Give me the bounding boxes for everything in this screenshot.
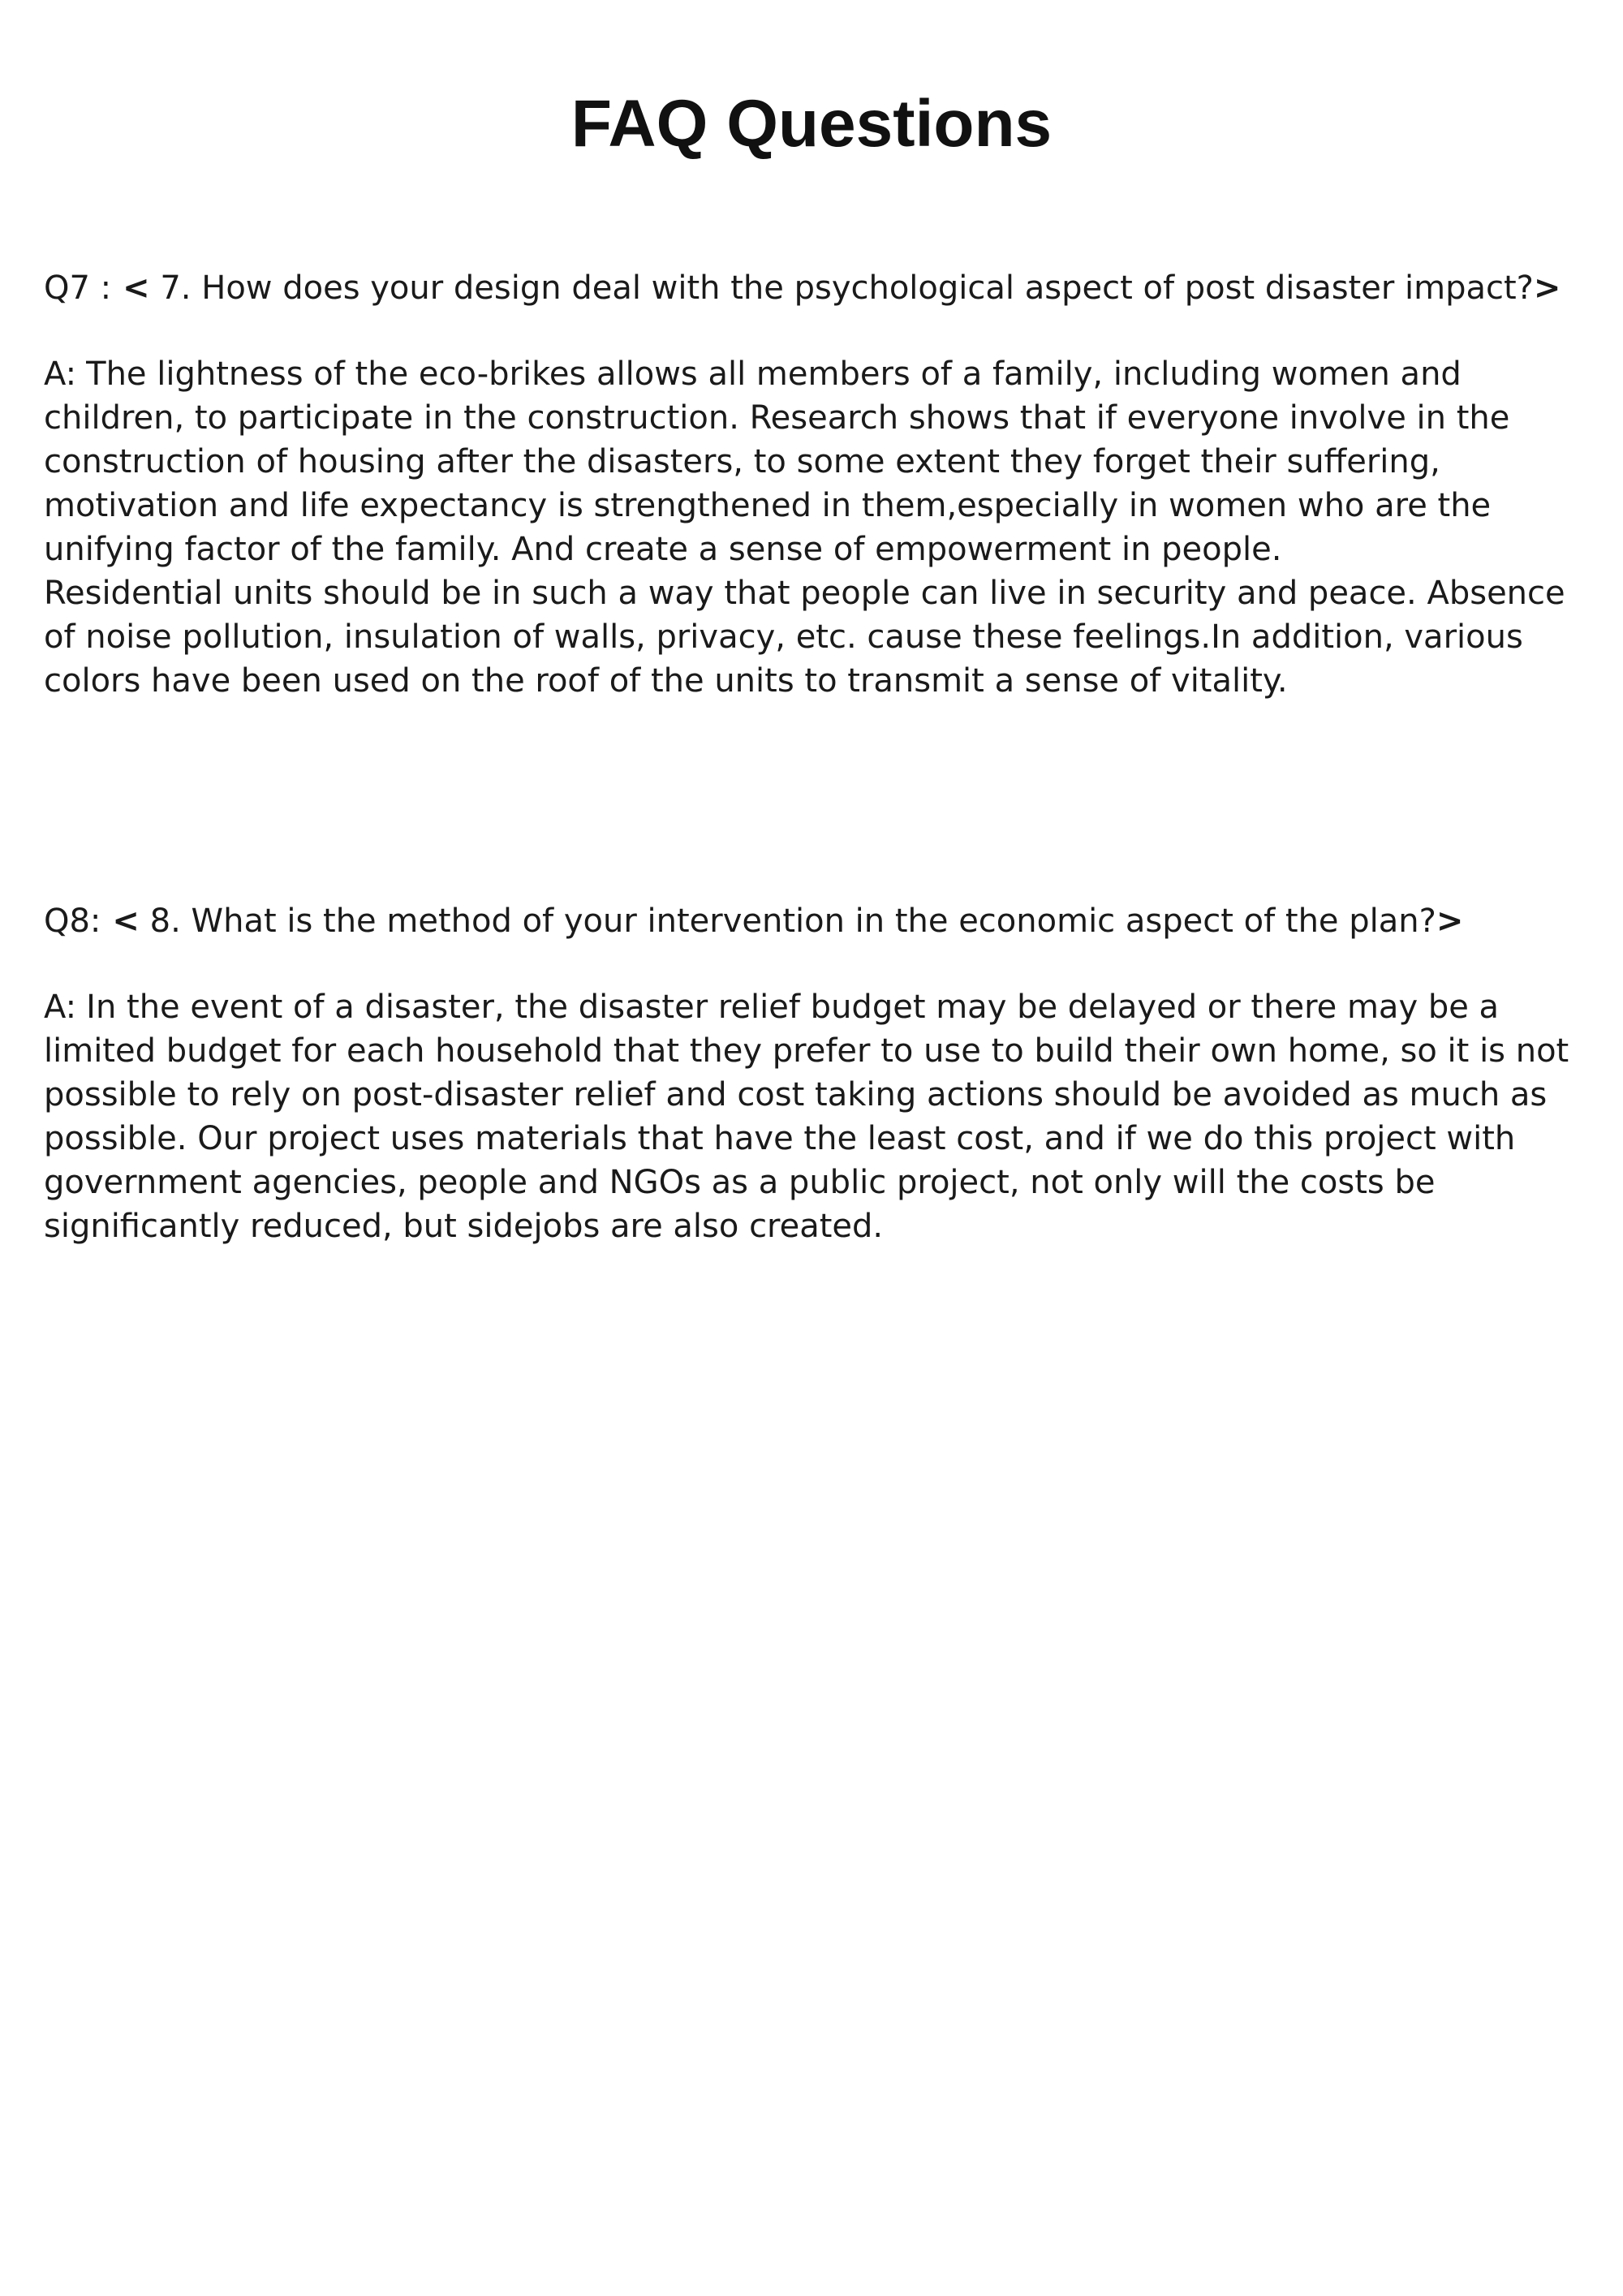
page-title: FAQ Questions <box>570 87 1053 161</box>
question-text: 7. How does your design deal with the psychological aspect of post disaster impact? <box>160 269 1534 307</box>
answer-prefix: A: <box>44 355 77 393</box>
question-number: Q8: <box>44 902 101 940</box>
answer-text: In the event of a disaster, the disaster relief budget may be delayed or there may be a limited budget for each household that they prefer to use to build their own home, so it is not possible to rely on post-disaster relief and cost taking actions should be avoided as much as possible. Our project uses materials that have the least cost, and if we do this project with government agencies, people and NGOs as a public project, not only will the costs be significantly reduced, but sidejobs are also created. <box>44 989 1569 1245</box>
faq-item-q8 <box>44 898 1594 1248</box>
answer-paragraph <box>44 985 1594 1248</box>
faq-item-q7 <box>44 265 1594 703</box>
close-bracket: > <box>1436 902 1464 940</box>
answer-q8 <box>44 985 1594 1248</box>
answer-paragraph: Residential units should be in such a way that people can live in security and peace. Absence of noise pollution, insulation of walls, privacy, etc. cause these feelings.In addition, various colors have been used on the roof of the units to transmit a sense of vitality. <box>44 575 1565 700</box>
answer-q7 <box>44 352 1594 703</box>
close-bracket: > <box>1533 269 1561 307</box>
answer-text: The lightness of the eco-brikes allows all members of a family, including women and children, to participate in the construction. Research shows that if everyone involve in the construction of housing after the disasters, to some extent they forget their suffering, motivation and life expectancy is strengthened in them,especially in women who are the unifying factor of the family. And create a sense of empowerment in people. <box>44 355 1510 568</box>
question-q8 <box>44 898 1594 945</box>
question-text: 8. What is the method of your intervention in the economic aspect of the plan? <box>149 902 1436 940</box>
question-number: Q7 : <box>44 269 112 307</box>
open-bracket: < <box>123 269 150 307</box>
answer-paragraph <box>44 352 1594 571</box>
open-bracket: < <box>112 902 140 940</box>
question-q7 <box>44 265 1594 312</box>
answer-prefix: A: <box>44 989 77 1026</box>
